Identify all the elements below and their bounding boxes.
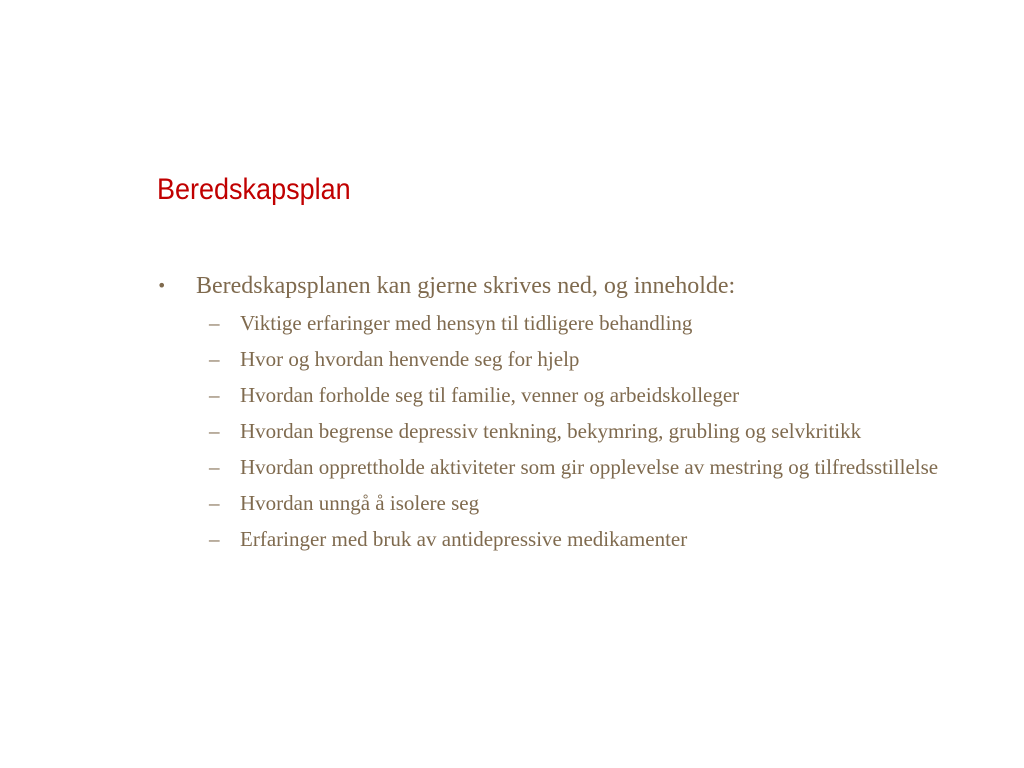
sub-bullet-text: Viktige erfaringer med hensyn til tidligere behandling: [240, 311, 693, 335]
dash-marker: –: [209, 347, 220, 371]
bullet-text: Beredskapsplanen kan gjerne skrives ned, og inneholde:: [196, 273, 736, 299]
dash-marker: –: [209, 527, 220, 551]
bullet-item: [157, 270, 997, 554]
sub-bullet-text: Hvordan unngå å isolere seg: [240, 491, 480, 515]
sub-bullet-text: Hvordan begrense depressiv tenkning, bekymring, grubling og selvkritikk: [240, 419, 862, 443]
sub-bullet-item: [209, 344, 997, 374]
sub-bullet-item: [209, 416, 997, 446]
bullet-list: [157, 270, 997, 560]
sub-bullet-text: Hvor og hvordan henvende seg for hjelp: [240, 347, 580, 371]
bullet-marker: •: [157, 276, 167, 295]
bullet-row: [157, 270, 997, 302]
sub-bullet-item: [209, 488, 997, 518]
dash-marker: –: [209, 311, 220, 335]
dash-marker: –: [209, 455, 220, 479]
sub-bullet-list: [209, 308, 997, 554]
sub-bullet-text: Hvordan forholde seg til familie, venner og arbeidskolleger: [240, 383, 740, 407]
dash-marker: –: [209, 491, 220, 515]
sub-bullet-item: [209, 452, 997, 482]
slide-title: Beredskapsplan: [157, 173, 351, 206]
sub-bullet-text: Hvordan opprettholde aktiviteter som gir opplevelse av mestring og tilfredsstillelse: [240, 455, 939, 479]
dash-marker: –: [209, 383, 220, 407]
dash-marker: –: [209, 419, 220, 443]
sub-bullet-item: [209, 524, 997, 554]
sub-bullet-text: Erfaringer med bruk av antidepressive medikamenter: [240, 527, 688, 551]
sub-bullet-item: [209, 308, 997, 338]
sub-bullet-item: [209, 380, 997, 410]
